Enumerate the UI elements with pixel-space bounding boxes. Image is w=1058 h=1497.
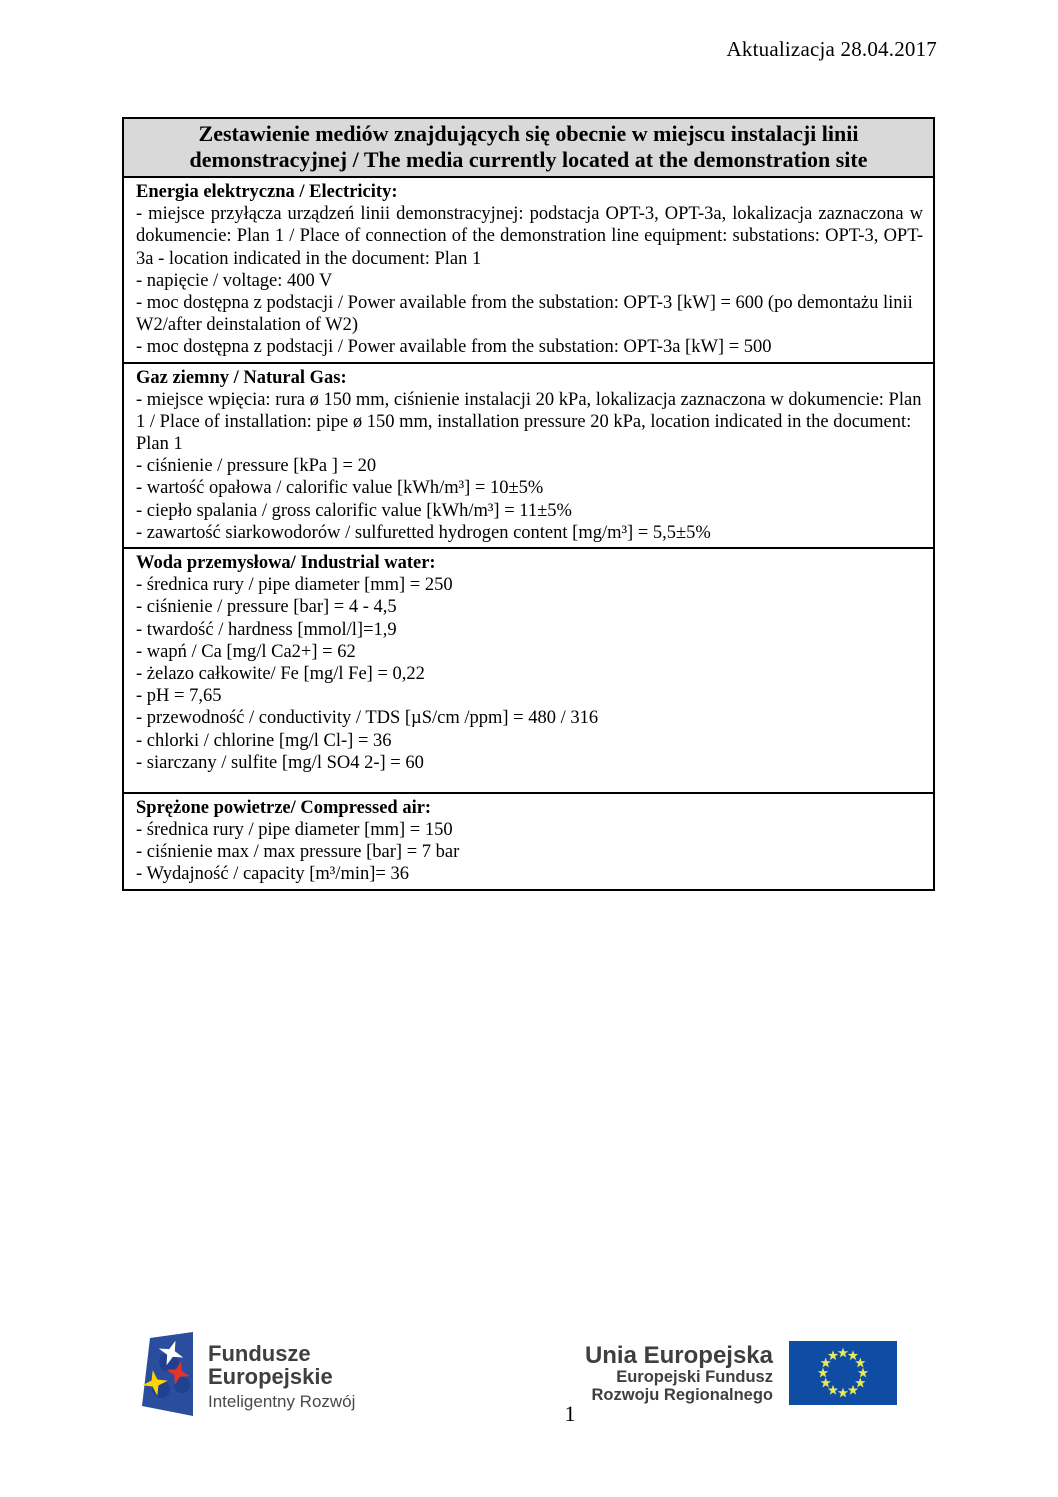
spec-line: - zawartość siarkowodorów / sulfuretted hydrogen content [mg/m³] = 5,5±5% [136,522,711,543]
spec-line: - pH = 7,65 [136,686,222,707]
unia-europejska-logo-text [585,1343,773,1404]
spec-line: - ciśnienie / pressure [bar] = 4 - 4,5 [136,597,397,618]
fe-logo-title-line2: Europejskie [208,1364,333,1389]
spec-line: - przewodność / conductivity / TDS [µS/cm /ppm] = 480 / 316 [136,708,599,729]
fundusze-europejskie-text [208,1331,355,1418]
table-title: Zestawienie mediów znajdujących się obecnie w miejscu instalacji linii demonstracyjnej / The media currently located at the demonstration site [124,119,933,178]
fundusze-europejskie-logo [141,1331,355,1418]
spec-line: - moc dostępna z podstacji / Power available from the substation: OPT-3a [kW] = 500 [136,337,772,358]
eu-flag-icon [789,1341,897,1405]
spec-line: - siarczany / sulfite [mg/l SO4 2-] = 60 [136,752,424,773]
update-date: Aktualizacja 28.04.2017 [726,37,937,61]
section-natural-gas [124,364,933,550]
fe-logo-subtitle: Inteligentny Rozwój [208,1392,356,1411]
spec-line: - wartość opałowa / calorific value [kWh/m³] = 10±5% [136,478,544,499]
spec-line: - ciepło spalania / gross calorific value [kWh/m³] = 11±5% [136,500,572,521]
spec-line: - napięcie / voltage: 400 V [136,270,333,291]
spec-line: - moc dostępna z podstacji / Power available from the substation: OPT-3 [kW] = 600 (po demontażu linii W2/after deinstalation of W2) [136,292,913,336]
spec-line: - miejsce wpięcia: rura ø 150 mm, ciśnienie instalacji 20 kPa, lokalizacja zaznaczona w dokumencie: Plan 1 / Place of installation: pipe ø 150 mm, installation pressure 20 kPa, location indicated in the document: Plan 1 [136,389,922,455]
media-table [122,117,935,891]
section-heading: Energia elektryczna / Electricity: [136,182,398,202]
section-heading: Woda przemysłowa/ Industrial water: [136,553,436,573]
eu-logo-subtitle-line1: Europejski Fundusz [616,1368,773,1386]
eu-logo-subtitle-line2: Rozwoju Regionalnego [591,1386,773,1404]
section-heading: Gaz ziemny / Natural Gas: [136,367,347,388]
section-electricity [124,178,933,364]
spec-line: - Wydajność / capacity [m³/min]= 36 [136,864,409,885]
section-heading: Sprężone powietrze/ Compressed air: [136,797,432,818]
fundusze-europejskie-flag-icon [141,1331,194,1418]
spec-line: - żelazo całkowite/ Fe [mg/l Fe] = 0,22 [136,663,425,684]
section-compressed-air [124,794,933,889]
spec-line: - średnica rury / pipe diameter [mm] = 250 [136,575,453,596]
page-number: 1 [564,1401,576,1426]
fe-logo-title-line1: Fundusze [208,1341,311,1366]
spec-line: - ciśnienie max / max pressure [bar] = 7 bar [136,842,460,863]
spec-line: - miejsce przyłącza urządzeń linii demonstracyjnej: podstacja OPT-3, OPT-3a, lokalizacja zaznaczona w dokumencie: Plan 1 / Place of connection of the demonstration line equipment: substations: OPT-3, OPT-3a - location indicated in the document: Plan 1 [136,204,923,269]
spec-line: - chlorki / chlorine [mg/l Cl-] = 36 [136,730,392,751]
eu-logo-title: Unia Europejska [584,1342,773,1369]
spec-line: - ciśnienie / pressure [kPa ] = 20 [136,456,377,477]
spec-line: - twardość / hardness [mmol/l]=1,9 [136,619,397,640]
spec-line: - wapń / Ca [mg/l Ca2+] = 62 [136,641,356,662]
spec-line: - średnica rury / pipe diameter [mm] = 150 [136,820,453,841]
section-industrial-water [124,549,933,794]
